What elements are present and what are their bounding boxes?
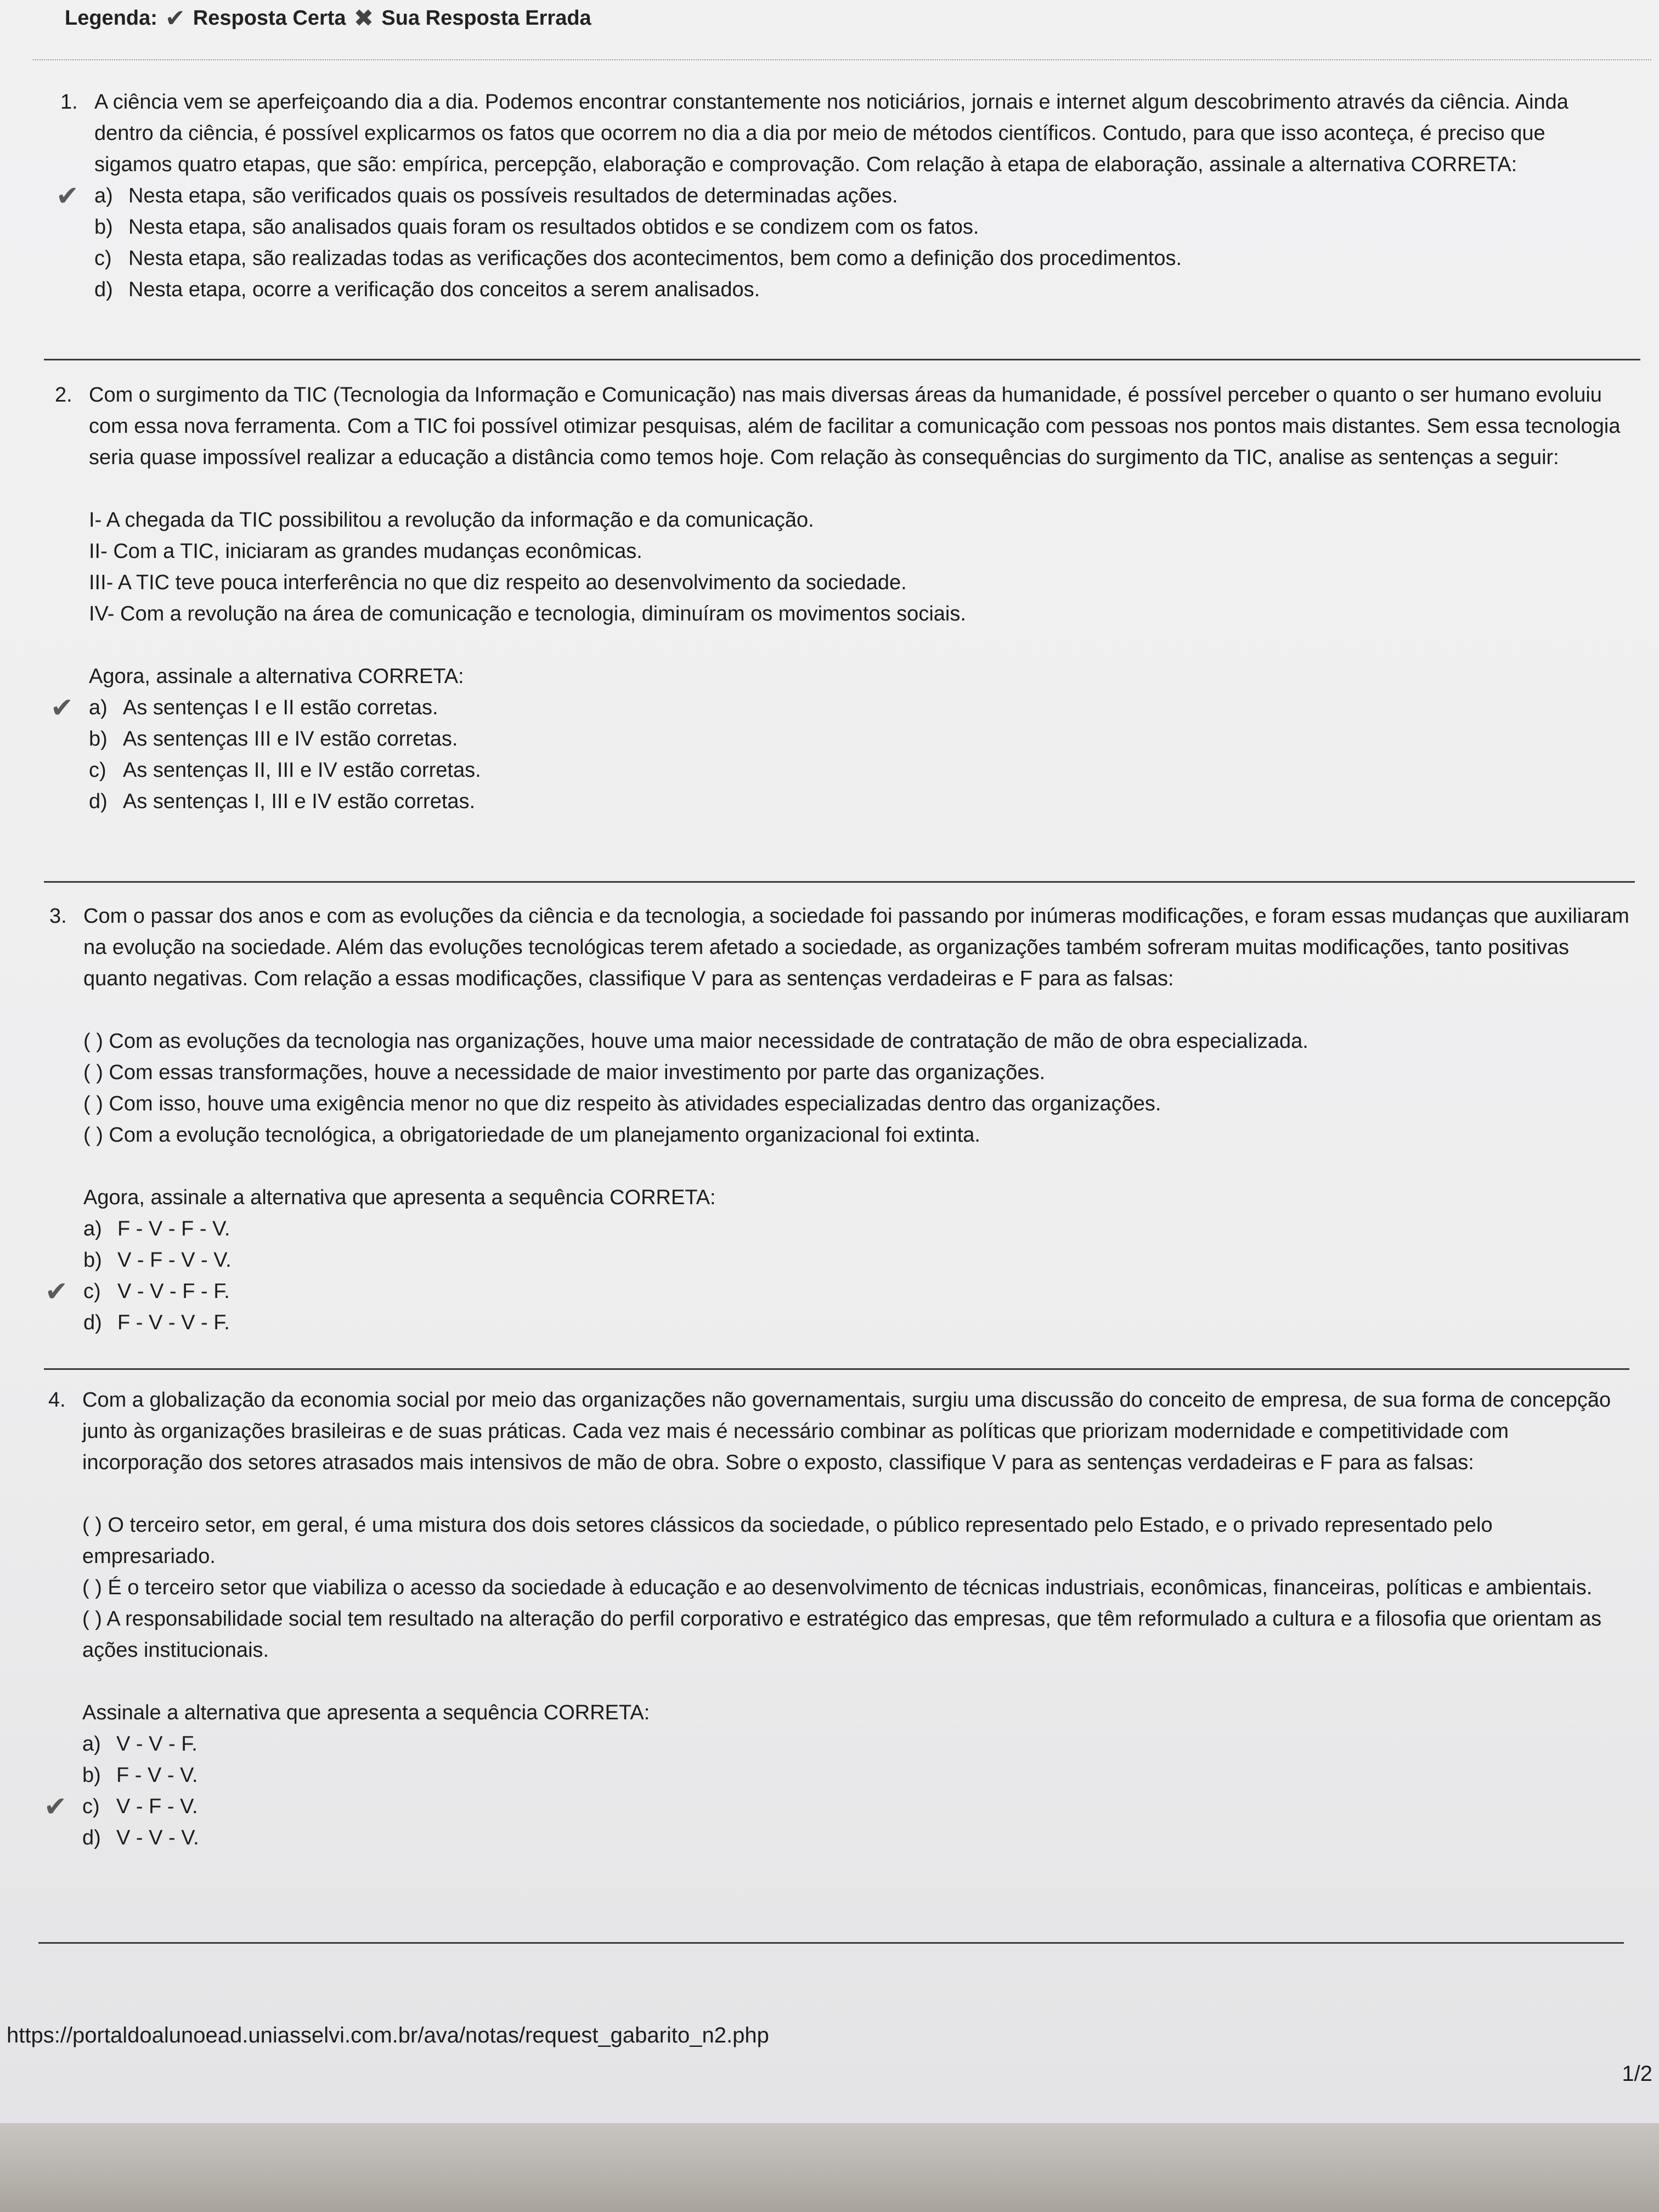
- options-list: [50, 692, 1635, 817]
- legend: [65, 4, 591, 32]
- statement: IV- Com a revolução na área de comunicação e tecnologia, diminuíram os movimentos sociais.: [89, 602, 966, 625]
- option-c: ✔ c) V - F - V.: [44, 1791, 198, 1822]
- page-number: 1/2: [1622, 2062, 1652, 2086]
- options-list: [44, 1729, 1628, 1854]
- statement: ( ) O terceiro setor, em geral, é uma mistura dos dois setores clássicos da sociedade, o público representado pelo Estado, e o privado representado pelo empresariado.: [82, 1514, 1493, 1568]
- correct-check-icon: ✔: [165, 5, 185, 32]
- footer-url: https://portaldoalunoead.uniasselvi.com.br/ava/notas/request_gabarito_n2.php: [7, 2023, 769, 2047]
- option-d: d) Nesta etapa, ocorre a verificação dos conceitos a serem analisados.: [94, 278, 760, 301]
- question-text: A ciência vem se aperfeiçoando dia a dia. Podemos encontrar constantemente nos noticiários, jornais e internet algum descobrimento através da ciência. Ainda dentro da ciência, é possível explicarmos os fatos que ocorrem no dia a dia por meio de métodos científicos. Contudo, para que isso aconteça, é preciso que sigamos quatro etapas, que são: empírica, percepção, elaboração e comprovação. Com relação à etapa de elaboração, assinale a alternativa CORRETA:: [94, 91, 1568, 176]
- statements-list: [82, 1510, 1628, 1666]
- statement: I- A chegada da TIC possibilitou a revolução da informação e da comunicação.: [89, 509, 814, 532]
- option-b: b) F - V - V.: [82, 1764, 198, 1787]
- question-divider: [38, 1942, 1624, 1944]
- question-text: Com o surgimento da TIC (Tecnologia da Informação e Comunicação) nas mais diversas áreas da humanidade, é possível perceber o quanto o ser humano evoluiu com essa nova ferramenta. Com a TIC foi possível otimizar pesquisas, além de facilitar a comunicação com pessoas nos pontos mais distantes. Sem essa tecnologia seria quase impossível realizar a educação a distância como temos hoje. Com relação às consequências do surgimento da TIC, analise as sentenças a seguir:: [89, 383, 1621, 469]
- options-list: [56, 180, 1591, 306]
- option-c: c) Nesta etapa, são realizadas todas as verificações dos acontecimentos, bem como a definição dos procedimentos.: [94, 247, 1182, 270]
- option-d: d) F - V - V - F.: [83, 1311, 230, 1334]
- question-text: Com o passar dos anos e com as evoluções da ciência e da tecnologia, a sociedade foi passando por inúmeras modificações, e foram essas mudanças que auxiliaram na evolução na sociedade. Além das evoluções tecnológicas terem afetado a sociedade, as organizações também sofreram muitas modificações, tanto positivas quanto negativas. Com relação a essas modificações, classifique V para as sentenças verdadeiras e F para as falsas:: [83, 905, 1629, 990]
- page-edge-shadow: [0, 2123, 1659, 2212]
- options-list: [45, 1214, 1629, 1339]
- statements-list: [83, 1026, 1629, 1151]
- option-c: c) As sentenças II, III e IV estão corretas.: [89, 759, 481, 782]
- option-a: ✔ a) Nesta etapa, são verificados quais os possíveis resultados de determinadas ações.: [56, 180, 898, 211]
- statement: ( ) Com as evoluções da tecnologia nas organizações, houve uma maior necessidade de contratação de mão de obra especializada.: [83, 1030, 1308, 1053]
- correct-check-icon: ✔: [50, 692, 74, 723]
- question-2: [50, 380, 1635, 817]
- question-divider: [44, 881, 1635, 883]
- option-d: d) V - V - V.: [82, 1826, 199, 1849]
- statement: II- Com a TIC, iniciaram as grandes mudanças econômicas.: [89, 540, 642, 563]
- legend-wrong-label: Sua Resposta Errada: [381, 7, 591, 30]
- statement: III- A TIC teve pouca interferência no que diz respeito ao desenvolvimento da sociedade.: [89, 571, 907, 594]
- statement: ( ) Com essas transformações, houve a necessidade de maior investimento por parte das organizações.: [83, 1061, 1046, 1084]
- legend-correct-label: Resposta Certa: [193, 7, 346, 30]
- option-b: b) As sentenças III e IV estão corretas.: [89, 727, 458, 751]
- statement: ( ) A responsabilidade social tem resultado na alteração do perfil corporativo e estratégico das empresas, que têm reformulado a cultura e a filosofia que orientam as ações institucionais.: [82, 1607, 1602, 1662]
- statement: ( ) Com isso, houve uma exigência menor no que diz respeito às atividades especializadas dentro das organizações.: [83, 1092, 1161, 1115]
- option-b: b) V - F - V - V.: [83, 1249, 232, 1272]
- question-number: 4.: [48, 1389, 66, 1412]
- legend-label: Legenda:: [65, 7, 157, 30]
- question-divider: [44, 359, 1640, 360]
- statements-list: [89, 505, 1635, 630]
- question-number: 1.: [60, 91, 78, 114]
- question-divider: [44, 1368, 1629, 1370]
- statement: ( ) Com a evolução tecnológica, a obrigatoriedade de um planejamento organizacional foi extinta.: [83, 1124, 980, 1147]
- statement: ( ) É o terceiro setor que viabiliza o acesso da sociedade à educação e ao desenvolvimento de técnicas industriais, econômicas, financeiras, políticas e ambientais.: [82, 1576, 1593, 1599]
- correct-check-icon: ✔: [44, 1791, 67, 1822]
- answer-prompt: Assinale a alternativa que apresenta a sequência CORRETA:: [82, 1701, 650, 1724]
- correct-check-icon: ✔: [45, 1276, 68, 1307]
- answer-prompt: Agora, assinale a alternativa que apresenta a sequência CORRETA:: [83, 1186, 716, 1209]
- correct-check-icon: ✔: [56, 180, 79, 211]
- question-text: Com a globalização da economia social por meio das organizações não governamentais, surgiu uma discussão do conceito de empresa, de sua forma de concepção junto às organizações brasileiras e de suas práticas. Cada vez mais é necessário combinar as políticas que priorizam modernidade e competitividade com incorporação dos setores atrasados mais intensivos de mão de obra. Sobre o exposto, classifique V para as sentenças verdadeiras e F para as falsas:: [82, 1389, 1611, 1474]
- question-4: [44, 1385, 1628, 1854]
- wrong-cross-icon: ✖: [353, 5, 374, 32]
- option-d: d) As sentenças I, III e IV estão corretas.: [89, 790, 476, 813]
- answer-prompt: Agora, assinale a alternativa CORRETA:: [89, 665, 464, 688]
- option-b: b) Nesta etapa, são analisados quais foram os resultados obtidos e se condizem com os fatos.: [94, 216, 979, 239]
- question-3: [45, 901, 1629, 1339]
- question-1: [56, 87, 1591, 306]
- option-a: ✔ a) As sentenças I e II estão corretas.: [50, 692, 438, 723]
- legend-divider: [33, 59, 1651, 60]
- option-a: a) V - V - F.: [82, 1733, 198, 1756]
- option-c: ✔ c) V - V - F - F.: [45, 1276, 230, 1307]
- question-number: 2.: [55, 383, 72, 407]
- question-number: 3.: [49, 905, 67, 928]
- option-a: a) F - V - F - V.: [83, 1217, 230, 1240]
